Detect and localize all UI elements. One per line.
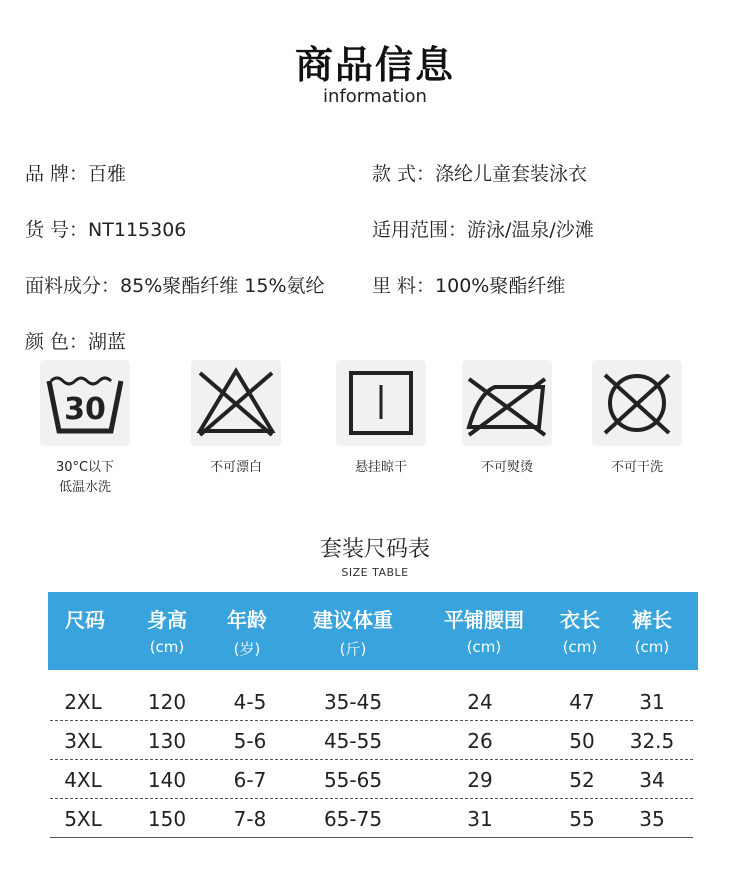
table-row — [50, 721, 693, 760]
care-item-hang-dry — [316, 360, 446, 478]
info-lining-label: 里 料： — [372, 275, 436, 297]
care-item-wash — [20, 360, 150, 498]
care-item-iron — [442, 360, 572, 478]
info-color-label: 颜 色： — [25, 331, 89, 353]
care-hang-dry-caption: 悬挂晾干 — [354, 460, 407, 475]
no-iron-icon — [462, 360, 552, 446]
cell-size: 5XL — [64, 807, 102, 831]
cell-pants-length: 31 — [639, 690, 665, 714]
cell-weight: 65-75 — [323, 807, 383, 831]
cell-weight: 45-55 — [323, 729, 383, 753]
info-style-label: 款 式： — [372, 163, 436, 185]
care-bleach-caption: 不可漂白 — [209, 460, 262, 475]
cell-pants-length: 35 — [639, 807, 665, 831]
page-subtitle: information — [323, 86, 427, 107]
info-material — [25, 271, 325, 298]
cell-weight: 35-45 — [323, 690, 383, 714]
info-item-no-label: 货 号： — [25, 219, 89, 241]
info-usage — [372, 215, 594, 242]
info-material-label: 面料成分： — [25, 275, 121, 297]
info-usage-label: 适用范围： — [372, 219, 468, 241]
cell-age: 7-8 — [233, 807, 267, 831]
cell-height: 140 — [147, 768, 187, 792]
table-row — [50, 799, 693, 838]
page-title: 商品信息 — [294, 43, 455, 87]
cell-top-length: 52 — [569, 768, 595, 792]
cell-waist: 24 — [467, 690, 493, 714]
svg-text:30: 30 — [64, 392, 106, 427]
cell-waist: 29 — [467, 768, 493, 792]
wash-30-icon — [40, 360, 130, 446]
table-row — [50, 682, 693, 721]
hang-dry-icon — [336, 360, 426, 446]
info-brand-label: 品 牌： — [25, 163, 89, 185]
table-row — [50, 760, 693, 799]
cell-height: 120 — [147, 690, 187, 714]
size-table-title: 套装尺码表 — [319, 537, 430, 562]
cell-size: 2XL — [64, 690, 102, 714]
cell-size: 4XL — [64, 768, 102, 792]
info-brand — [25, 159, 126, 186]
cell-waist: 31 — [467, 807, 493, 831]
no-dry-clean-icon — [592, 360, 682, 446]
cell-weight: 55-65 — [323, 768, 383, 792]
cell-age: 4-5 — [233, 690, 267, 714]
care-wash-caption-1: 30°C以下 — [55, 460, 115, 475]
cell-top-length: 47 — [569, 690, 595, 714]
info-lining-value: 100%聚酯纤维 — [435, 275, 566, 297]
cell-size: 3XL — [64, 729, 102, 753]
info-style-value: 涤纶儿童套装泳衣 — [435, 163, 588, 185]
info-color-value: 湖蓝 — [88, 331, 127, 353]
info-item-no-value: NT115306 — [88, 219, 187, 241]
cell-age: 5-6 — [233, 729, 267, 753]
info-item-no — [25, 215, 186, 242]
care-wash-caption-2: 低温水洗 — [58, 480, 111, 495]
info-material-value: 85%聚酯纤维 15%氨纶 — [120, 275, 325, 297]
info-style — [372, 159, 587, 186]
info-brand-value: 百雅 — [88, 163, 127, 185]
info-lining — [372, 271, 565, 298]
cell-top-length: 50 — [569, 729, 595, 753]
size-table-subtitle: SIZE TABLE — [341, 566, 409, 579]
cell-height: 150 — [147, 807, 187, 831]
care-dry-clean-caption: 不可干洗 — [610, 460, 663, 475]
cell-height: 130 — [147, 729, 187, 753]
care-item-bleach — [171, 360, 301, 478]
cell-pants-length: 34 — [639, 768, 665, 792]
care-item-dry-clean — [572, 360, 702, 478]
cell-pants-length: 32.5 — [629, 729, 675, 753]
care-iron-caption: 不可熨烫 — [480, 460, 533, 475]
cell-top-length: 55 — [569, 807, 595, 831]
cell-age: 6-7 — [233, 768, 267, 792]
no-bleach-icon — [191, 360, 281, 446]
info-color — [25, 327, 126, 354]
cell-waist: 26 — [467, 729, 493, 753]
info-usage-value: 游泳/温泉/沙滩 — [467, 219, 594, 241]
size-table-header: 尺码 身高 (cm) 年龄 (岁) 建议体重 (斤) 平铺腰围 (cm) 衣长 (cm) 裤长 (cm) — [48, 592, 698, 670]
